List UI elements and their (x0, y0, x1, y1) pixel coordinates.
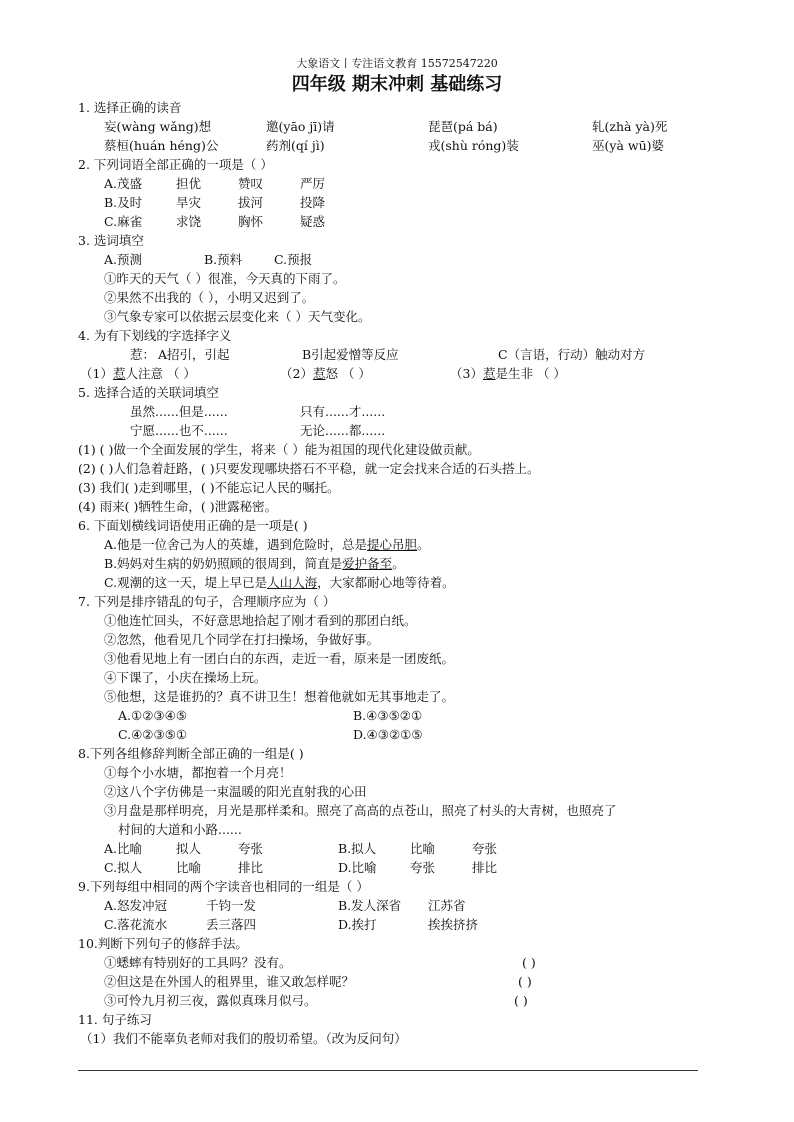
q7-option-d[interactable]: D.④③②①⑤ (353, 727, 423, 742)
q10-sentence-row (78, 953, 738, 972)
q6-option-a[interactable] (78, 535, 738, 554)
q8-sentence: ③月盘是那样明亮，月光是那样柔和。照亮了高高的点苍山，照亮了村头的大青树，也照亮了 (104, 803, 617, 818)
q4-item-num: （2） (280, 366, 313, 381)
q8-sentence-cont: 村间的大道和小路...... (118, 822, 242, 837)
q3-option[interactable]: B.预料 (204, 252, 243, 267)
q3-sentence: ③气象专家可以依据云层变化来（ ）天气变化。 (104, 309, 371, 324)
q4-item-text: 人注意 （ ） (125, 366, 196, 381)
q1-item: 蔡桓(huán héng)公 (104, 138, 219, 153)
q6-underlined-phrase: 提心吊胆 (367, 537, 418, 552)
q8-sentence: ②这八个字仿佛是一束温暖的阳光直射我的心田 (104, 784, 367, 799)
q6-stem: 6. 下面划横线词语使用正确的是一项是( ) (78, 518, 308, 533)
q5-sentence: (1) ( )做一个全面发展的学生，将来（ ）能为祖国的现代化建设做贡献。 (78, 442, 480, 457)
q9-term: D.挨打 (338, 917, 377, 932)
q4-item-3[interactable] (450, 364, 566, 383)
q8-term: 夸张 (238, 841, 264, 856)
q11-stem: 11. 句子练习 (78, 1012, 152, 1027)
worksheet-content (78, 98, 738, 1048)
q3-option[interactable]: C.预报 (274, 252, 313, 267)
q8-term: 比喻 (410, 841, 436, 856)
q1-item: 戎(shù róng)装 (428, 138, 519, 153)
q8-term: B.拟人 (338, 841, 377, 856)
q1-row2 (78, 136, 738, 155)
q9-option-a[interactable] (104, 896, 338, 915)
q5-pair: 只有......才...... (300, 404, 386, 419)
q2-option-b[interactable] (78, 193, 738, 212)
q8-term: 排比 (238, 860, 264, 875)
q11-sentence: （1）我们不能辜负老师对我们的殷切希望。（改为反问句） (80, 1031, 407, 1046)
q6-text: A.他是一位舍己为人的英雄，遇到危险时，总是 (104, 537, 368, 552)
q6-text: C.观潮的这一天，堤上早已是 (104, 575, 268, 590)
q9-term: C.落花流水 (104, 917, 168, 932)
q8-sentence: ①每个小水塘，都抱着一个月亮！ (104, 765, 292, 780)
q8-option-b[interactable] (338, 839, 497, 858)
q2-option-a[interactable] (78, 174, 738, 193)
q2-word: 胸怀 (238, 214, 264, 229)
q9-options-row (78, 915, 738, 934)
q2-word: 求饶 (176, 214, 202, 229)
answer-line[interactable] (78, 1070, 698, 1071)
q1-item: 邀(yāo jī)请 (266, 119, 335, 134)
q7-sentence: ①他连忙回头，不好意思地拾起了刚才看到的那团白纸。 (104, 613, 417, 628)
q1-item: 琵琶(pá bá) (428, 119, 498, 134)
q8-term: 夸张 (410, 860, 436, 875)
q8-option-d[interactable] (338, 858, 497, 877)
q4-item-1[interactable] (80, 364, 280, 383)
q3-sentence: ②果然不出我的（ ），小明又迟到了。 (104, 290, 315, 305)
q6-underlined-phrase: 爱护备至 (342, 556, 393, 571)
q4-item-text: 是生非 （ ） (495, 366, 566, 381)
q2-word: 严厉 (300, 176, 326, 191)
q9-term: A.怒发冲冠 (104, 898, 168, 913)
q5-pair: 虽然......但是...... (130, 404, 228, 419)
q1-item: 妄(wàng wǎng)想 (104, 119, 212, 134)
q6-option-b[interactable] (78, 554, 738, 573)
q8-options-row (78, 839, 738, 858)
q4-item-2[interactable] (280, 364, 450, 383)
q8-term: C.拟人 (104, 860, 143, 875)
q5-stem: 5. 选择合适的关联词填空 (78, 385, 219, 400)
q7-sentence: ③他看见地上有一团白白的东西，走近一看，原来是一团废纸。 (104, 651, 455, 666)
q5-pairs (78, 421, 738, 440)
q4-item-num: （1） (80, 366, 113, 381)
q8-term: A.比喻 (104, 841, 143, 856)
q7-stem: 7. 下列是排序错乱的句子，合理顺序应为（ ） (78, 594, 336, 609)
q3-options (78, 250, 738, 269)
q3-option[interactable]: A.预测 (104, 252, 143, 267)
q1-row1 (78, 117, 738, 136)
q9-options-row (78, 896, 738, 915)
q10-sentence: ②但这是在外国人的租界里，谁又敢怎样呢？ (104, 974, 355, 989)
q10-stem: 10.判断下列句子的修辞手法。 (78, 936, 248, 951)
q8-term: 排比 (472, 860, 498, 875)
q1-item: 药剂(qí jì) (266, 138, 325, 153)
q4-items (78, 364, 738, 383)
q5-pair: 宁愿......也不...... (130, 423, 228, 438)
q2-word: 拔河 (238, 195, 264, 210)
q8-option-c[interactable] (104, 858, 338, 877)
q7-sentence: ④下课了，小庆在操场上玩。 (104, 670, 267, 685)
q2-word: 投降 (300, 195, 326, 210)
q5-pairs (78, 402, 738, 421)
q4-def: C（言语，行动）触动对方 (498, 347, 646, 362)
q10-answer-blank[interactable]: ( ) (514, 993, 528, 1008)
q2-word: 赞叹 (238, 176, 264, 191)
q6-underlined-phrase: 人山人海 (267, 575, 318, 590)
q8-option-a[interactable] (104, 839, 338, 858)
q9-term: 丢三落四 (206, 917, 257, 932)
q7-option-b[interactable]: B.④③⑤②① (353, 708, 423, 723)
q8-term: 比喻 (176, 860, 202, 875)
q6-text: 。 (417, 537, 430, 552)
q10-sentence-row (78, 972, 738, 991)
q3-stem: 3. 选词填空 (78, 233, 144, 248)
q4-item-text: 怒 （ ） (325, 366, 371, 381)
brand-header: 大象语文丨专注语文教育 15572547220 (296, 57, 498, 70)
q4-underlined-char: 惹 (112, 366, 126, 381)
q4-def-label: 惹： (130, 347, 156, 362)
q2-word: 担优 (176, 176, 202, 191)
q9-term: B.发人深省 (338, 898, 402, 913)
q10-answer-blank[interactable]: ( ) (518, 974, 532, 989)
q8-term: 夸张 (472, 841, 498, 856)
q1-stem: 1. 选择正确的读音 (78, 100, 182, 115)
q8-term: D.比喻 (338, 860, 377, 875)
q8-stem: 8.下列各组修辞判断全部正确的一组是( ) (78, 746, 304, 761)
q9-term: 江苏省 (428, 898, 466, 913)
q8-options-row (78, 858, 738, 877)
q9-stem: 9.下列每组中相同的两个字读音也相同的一组是（ ） (78, 879, 369, 894)
q1-item: 巫(yà wū)婆 (592, 138, 664, 153)
q3-sentence: ①昨天的天气（ ）很准，今天真的下雨了。 (104, 271, 346, 286)
q4-underlined-char: 惹 (312, 366, 326, 381)
q4-definitions (78, 345, 738, 364)
q9-option-d[interactable] (338, 915, 478, 934)
q2-word: 疑惑 (300, 214, 326, 229)
q7-options-row (78, 725, 738, 744)
q9-option-b[interactable] (338, 896, 466, 915)
q5-sentence: (4) 雨来( )牺牲生命，( )泄露秘密。 (78, 499, 278, 514)
q2-option-c[interactable] (78, 212, 738, 231)
q10-sentence: ①蟋蟀有特别好的工具吗？没有。 (104, 955, 292, 970)
q6-text: 。 (392, 556, 405, 571)
q6-text: B.妈妈对生病的奶奶照顾的很周到，简直是 (104, 556, 343, 571)
q7-option-a[interactable]: A.①②③④⑤ (118, 708, 188, 723)
q5-pair: 无论......都...... (300, 423, 386, 438)
q10-answer-blank[interactable]: ( ) (522, 955, 536, 970)
q7-options-row (78, 706, 738, 725)
q4-item-num: （3） (450, 366, 483, 381)
q5-sentence: (2) ( )人们急着赶路，( )只要发现哪块搭石不平稳，就一定会找来合适的石头搭上。 (78, 461, 540, 476)
q10-sentence-row (78, 991, 738, 1010)
q9-term: 千钧一发 (206, 898, 257, 913)
q2-word: 旱灾 (176, 195, 202, 210)
q4-def: A招引，引起 (158, 347, 230, 362)
q7-option-c[interactable]: C.④②③⑤① (118, 727, 188, 742)
q4-stem: 4. 为有下划线的字选择字义 (78, 328, 232, 343)
q6-option-c[interactable] (78, 573, 738, 592)
q4-def: B引起爱憎等反应 (302, 347, 399, 362)
q10-sentence: ③可怜九月初三夜，露似真珠月似弓。 (104, 993, 317, 1008)
page-title: 四年级 期末冲刺 基础练习 (291, 74, 503, 95)
q2-word: C.麻雀 (104, 214, 143, 229)
q2-word: A.茂盛 (104, 176, 143, 191)
q7-sentence: ②忽然，他看见几个同学在打扫操场，争做好事。 (104, 632, 380, 647)
q5-sentence: (3) 我们( )走到哪里，( )不能忘记人民的嘱托。 (78, 480, 340, 495)
q4-underlined-char: 惹 (482, 366, 496, 381)
q1-item: 轧(zhà yà)死 (592, 119, 668, 134)
q7-sentence: ⑤他想，这是谁扔的？真不讲卫生！想着他就如无其事地走了。 (104, 689, 455, 704)
q6-text: ，大家都耐心地等待着。 (317, 575, 455, 590)
q2-word: B.及时 (104, 195, 143, 210)
q2-stem: 2. 下列词语全部正确的一项是（ ） (78, 157, 273, 172)
q9-term: 挨挨挤挤 (428, 917, 479, 932)
q8-term: 拟人 (176, 841, 202, 856)
q9-option-c[interactable] (104, 915, 338, 934)
